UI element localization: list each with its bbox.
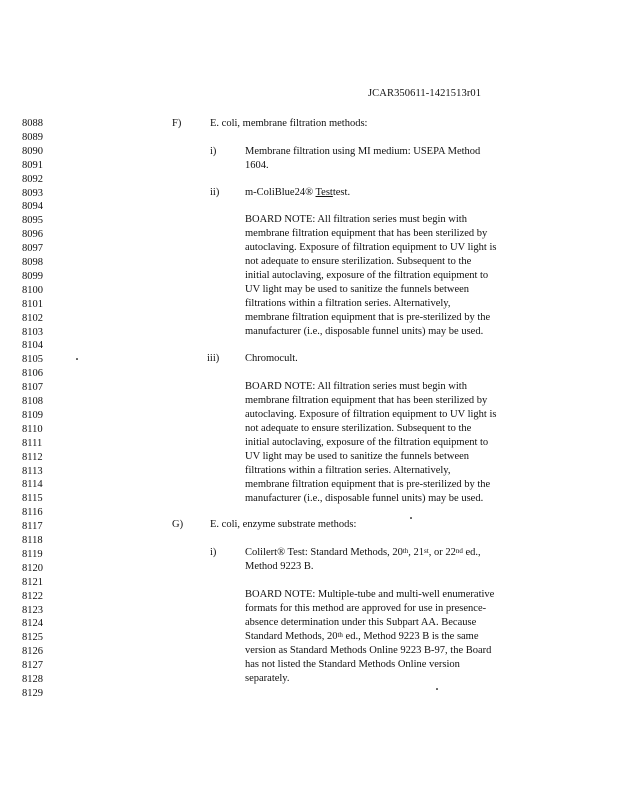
line-number: 8111 <box>22 437 43 449</box>
section-g-note-line: has not listed the Standard Methods Online version <box>245 659 460 670</box>
line-number: 8116 <box>22 507 43 519</box>
line-number: 8094 <box>22 201 43 213</box>
line-number: 8119 <box>22 548 43 560</box>
board-note-line: autoclaving. Exposure of filtration equipment to UV light is <box>245 242 497 253</box>
section-g-item-i-label: i) <box>210 547 217 558</box>
line-number: 8126 <box>22 646 43 658</box>
board-note-line: UV light may be used to sanitize the funnels between <box>245 284 470 295</box>
line-number: 8114 <box>22 479 43 491</box>
board-note-line: BOARD NOTE: All filtration series must begin with <box>245 214 467 225</box>
board-note-line: UV light may be used to sanitize the funnels between <box>245 451 470 462</box>
section-f-item-ii-text: m-ColiBlue24® Testtest. <box>245 187 351 198</box>
line-number: 8117 <box>22 521 43 533</box>
struck-text-test: Test <box>315 187 333 198</box>
section-g-note-line: separately. <box>245 673 290 684</box>
section-g-note-line: Standard Methods, 20th ed., Method 9223 B is the same <box>245 631 479 642</box>
scan-speck <box>436 688 438 690</box>
board-note-line: membrane filtration equipment that has been sterilized by <box>245 395 488 406</box>
document-id-header: JCAR350611-1421513r01 <box>368 88 482 99</box>
section-g-note-line: formats for this method are approved for use in presence- <box>245 603 487 614</box>
line-number: 8103 <box>22 326 43 338</box>
line-number: 8093 <box>22 187 43 199</box>
section-g-item-i-line2: Method 9223 B. <box>245 561 314 572</box>
board-note-line: manufacturer (i.e., disposable funnel units) may be used. <box>245 326 484 337</box>
section-g-title: E. coli, enzyme substrate methods: <box>210 519 357 530</box>
section-g-note-line: absence determination under this Subpart AA. Because <box>245 617 477 628</box>
line-number: 8101 <box>22 298 43 310</box>
section-f-item-iii-text: Chromocult. <box>245 353 298 364</box>
section-g-note-line: BOARD NOTE: Multiple-tube and multi-well enumerative <box>245 589 495 600</box>
line-number: 8121 <box>22 576 43 588</box>
line-number: 8115 <box>22 493 43 505</box>
board-note-line: not adequate to ensure sterilization. Subsequent to the <box>245 423 472 434</box>
section-f-item-i-line1: Membrane filtration using MI medium: USEPA Method <box>245 146 481 157</box>
section-g-item-i-line1: Colilert® Test: Standard Methods, 20th, 21st, or 22nd ed., <box>245 547 481 558</box>
line-number: 8125 <box>22 632 43 644</box>
line-number: 8089 <box>22 131 43 143</box>
scan-speck <box>76 358 78 360</box>
line-number: 8096 <box>22 229 43 241</box>
board-note-line: initial autoclaving, exposure of the filtration equipment to <box>245 270 489 281</box>
board-note-line: filtrations within a filtration series. Alternatively, <box>245 298 451 309</box>
line-number: 8097 <box>22 243 43 255</box>
line-number: 8118 <box>22 535 43 546</box>
section-g-label: G) <box>172 519 184 530</box>
line-number: 8128 <box>22 674 43 685</box>
board-note-line: initial autoclaving, exposure of the filtration equipment to <box>245 437 489 448</box>
line-number: 8113 <box>22 465 43 477</box>
line-number: 8127 <box>22 660 43 672</box>
line-number: 8124 <box>22 618 43 630</box>
line-number: 8108 <box>22 396 43 407</box>
board-note-line: membrane filtration equipment that is pre-sterilized by the <box>245 312 491 323</box>
line-number: 8123 <box>22 604 43 616</box>
section-f-item-ii-label: ii) <box>210 187 220 198</box>
board-note-line: autoclaving. Exposure of filtration equipment to UV light is <box>245 409 497 420</box>
line-number: 8100 <box>22 284 43 296</box>
line-number: 8129 <box>22 687 43 699</box>
section-g-note-line: version as Standard Methods Online 9223 B-97, the Board <box>245 645 492 656</box>
line-number: 8091 <box>22 159 43 171</box>
line-number: 8109 <box>22 409 43 421</box>
line-number: 8099 <box>22 270 43 282</box>
board-note-line: filtrations within a filtration series. Alternatively, <box>245 465 451 476</box>
section-f-item-i-label: i) <box>210 146 217 157</box>
line-number: 8106 <box>22 368 43 380</box>
line-number: 8112 <box>22 451 43 463</box>
line-number: 8092 <box>22 173 43 185</box>
line-number: 8102 <box>22 312 43 324</box>
scan-speck <box>410 517 412 519</box>
section-f-item-i-line2: 1604. <box>245 160 269 171</box>
line-number: 8098 <box>22 257 43 268</box>
board-note-line: membrane filtration equipment that has been sterilized by <box>245 228 488 239</box>
line-number: 8122 <box>22 590 43 602</box>
line-number: 8088 <box>22 118 43 129</box>
line-number: 8095 <box>22 215 43 227</box>
line-number: 8104 <box>22 340 43 352</box>
section-f-label: F) <box>172 118 182 129</box>
board-note-line: BOARD NOTE: All filtration series must begin with <box>245 381 467 392</box>
line-number: 8120 <box>22 562 43 574</box>
line-number: 8105 <box>22 354 43 366</box>
board-note-line: manufacturer (i.e., disposable funnel units) may be used. <box>245 493 484 504</box>
board-note-line: not adequate to ensure sterilization. Subsequent to the <box>245 256 472 267</box>
section-f-title: E. coli, membrane filtration methods: <box>210 118 368 129</box>
line-number: 8110 <box>22 423 43 435</box>
section-f-item-iii-label: iii) <box>207 353 220 364</box>
line-number: 8107 <box>22 382 43 394</box>
board-note-line: membrane filtration equipment that is pre-sterilized by the <box>245 479 491 490</box>
line-number: 8090 <box>22 145 43 157</box>
